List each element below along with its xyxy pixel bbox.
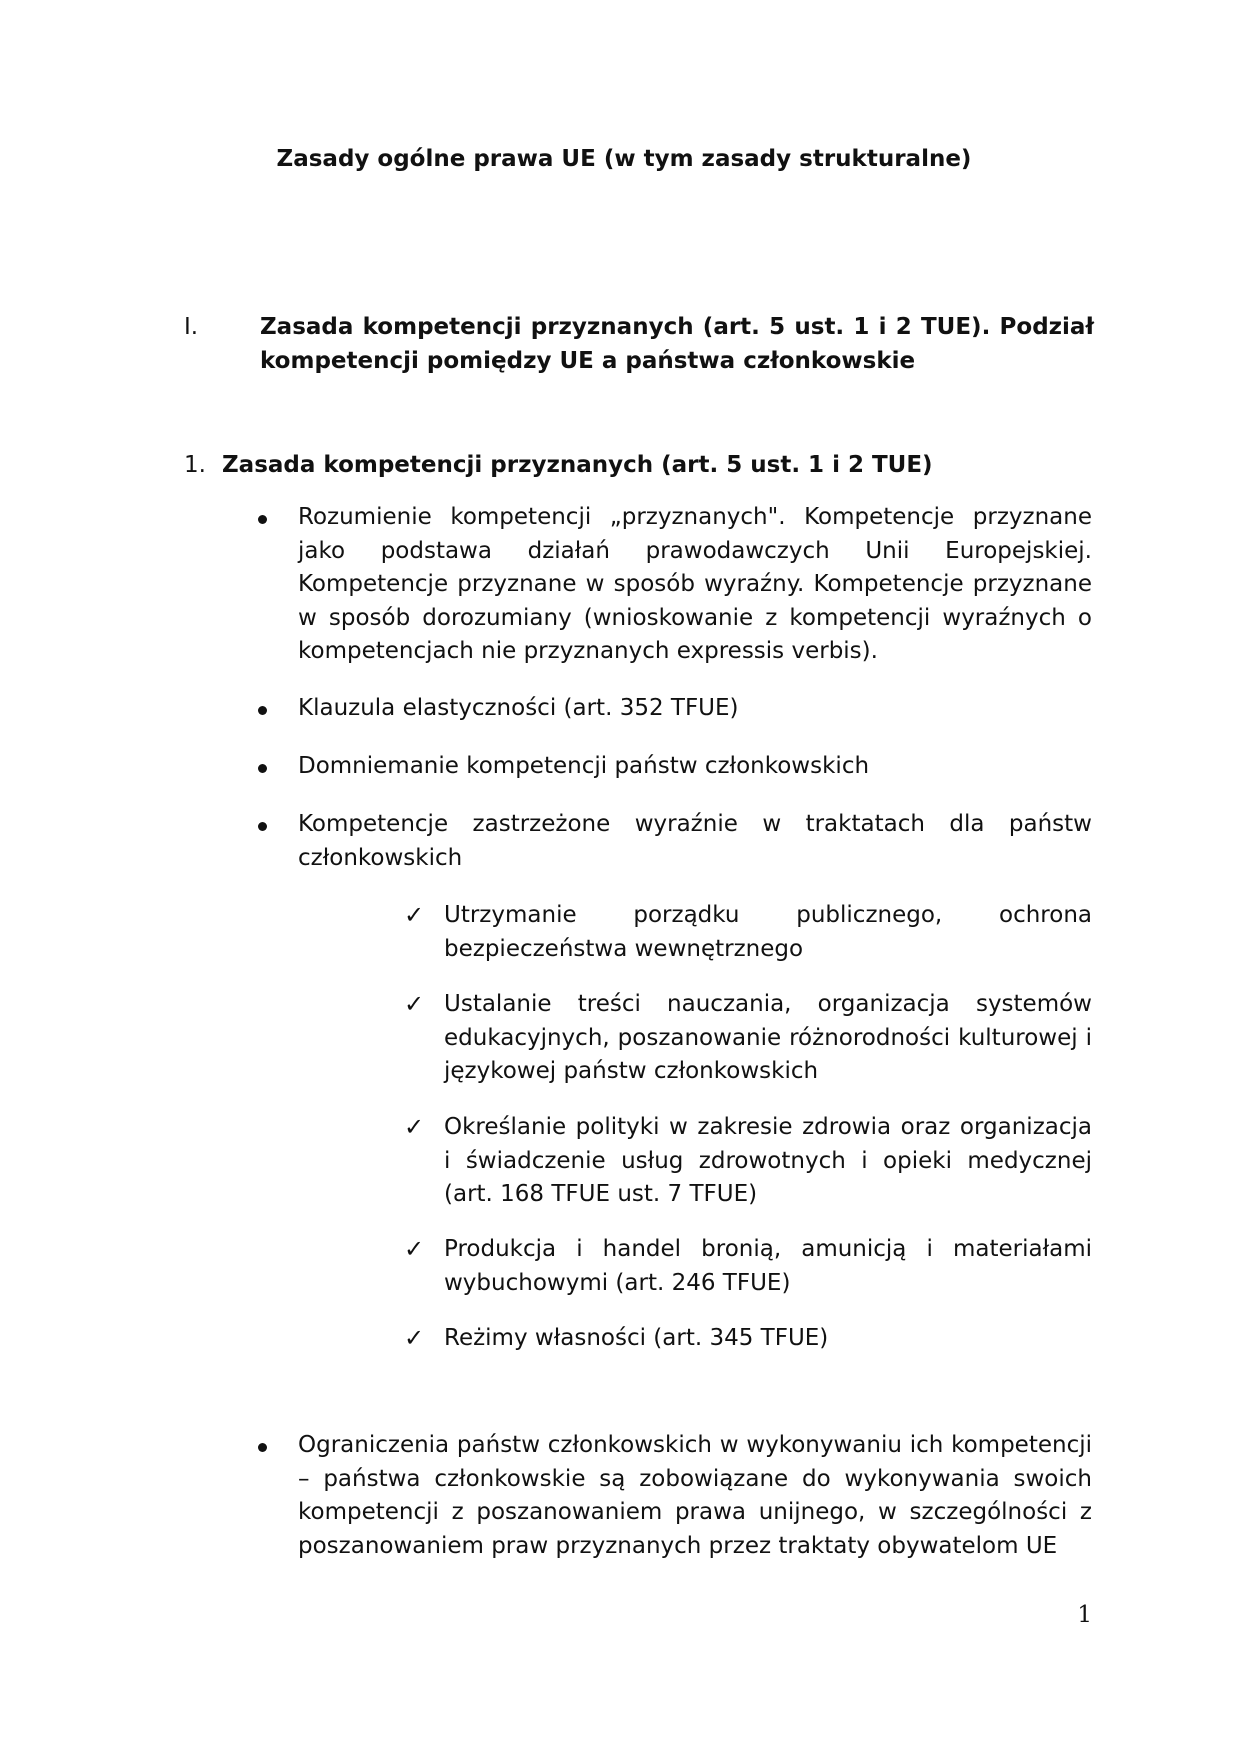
check-list-item	[404, 899, 1092, 966]
section-heading-text: Zasada kompetencji przyznanych (art. 5 ust. 1 i 2 TUE). Podział kompetencji pomiędzy UE a państwa członkowskie	[260, 314, 1094, 374]
bullet-icon	[258, 515, 267, 524]
subsection-number: 1.	[184, 452, 206, 478]
subsection-heading-text: Zasada kompetencji przyznanych (art. 5 ust. 1 i 2 TUE)	[222, 452, 933, 478]
check-list-item-text: Ustalanie treści nauczania, organizacja systemów edukacyjnych, poszanowanie różnorodności kulturowej i językowej państw członkowskich	[444, 991, 1092, 1084]
subsection-heading-1	[184, 448, 1094, 482]
bullet-icon	[258, 822, 267, 831]
check-list-item-text: Określanie polityki w zakresie zdrowia oraz organizacja i świadczenie usług zdrowotnych i opieki medycznej (art. 168 TFUE ust. 7 TFUE)	[444, 1114, 1092, 1207]
checkmark-icon: ✓	[404, 990, 425, 1018]
check-list-item	[404, 1111, 1092, 1212]
checkmark-icon: ✓	[404, 901, 425, 929]
check-list-item	[404, 988, 1092, 1089]
check-list-item-text: Reżimy własności (art. 345 TFUE)	[444, 1325, 829, 1351]
list-item	[298, 1429, 1092, 1563]
document-title	[0, 146, 1240, 172]
list-item	[298, 808, 1092, 875]
list-item	[298, 750, 1092, 784]
page-number: 1	[1077, 1602, 1092, 1628]
checkmark-icon: ✓	[404, 1113, 425, 1141]
list-item	[298, 692, 1092, 726]
bullet-icon	[258, 764, 267, 773]
check-list-item-text: Utrzymanie porządku publicznego, ochrona bezpieczeństwa wewnętrznego	[444, 902, 1092, 962]
list-item	[298, 501, 1092, 669]
check-list-item	[404, 1233, 1092, 1300]
checkmark-icon: ✓	[404, 1235, 425, 1263]
list-item-text: Ograniczenia państw członkowskich w wykonywaniu ich kompetencji – państwa członkowskie są zobowiązane do wykonywania swoich kompetencji z poszanowaniem prawa unijnego, w szczególności z poszanowaniem praw przyznanych przez traktaty obywatelom UE	[298, 1432, 1092, 1559]
section-number: I.	[184, 314, 199, 340]
bullet-icon	[258, 1443, 267, 1452]
check-list-item-text: Produkcja i handel bronią, amunicją i materiałami wybuchowymi (art. 246 TFUE)	[444, 1236, 1092, 1296]
check-list-item	[404, 1322, 1092, 1356]
document-title-text: Zasady ogólne prawa UE (w tym zasady strukturalne)	[276, 146, 972, 172]
bullet-icon	[258, 706, 267, 715]
checkmark-icon: ✓	[404, 1324, 425, 1352]
list-item-text: Klauzula elastyczności (art. 352 TFUE)	[298, 695, 739, 721]
list-item-text: Kompetencje zastrzeżone wyraźnie w traktatach dla państw członkowskich	[298, 811, 1092, 871]
section-heading-I	[184, 310, 1094, 378]
list-item-text: Domniemanie kompetencji państw członkowskich	[298, 753, 870, 779]
list-item-text: Rozumienie kompetencji „przyznanych". Kompetencje przyznane jako podstawa działań prawodawczych Unii Europejskiej. Kompetencje przyznane w sposób wyraźny. Kompetencje przyznane w sposób dorozumiany (wnioskowanie z kompetencji wyraźnych o kompetencjach nie przyznanych expressis verbis).	[298, 504, 1092, 664]
